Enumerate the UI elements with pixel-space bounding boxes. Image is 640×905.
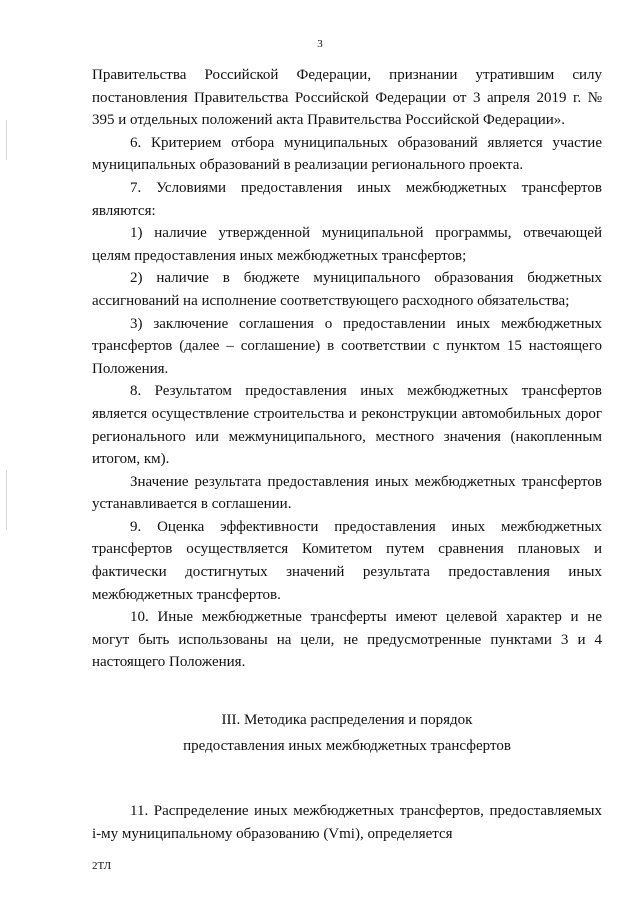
page-number: 3 — [317, 38, 323, 50]
paragraph-subitem-1: 1) наличие утвержденной муниципальной программы, отвечающей целям предоставления иных межбюджетных трансфертов; — [92, 225, 602, 264]
section-heading — [92, 707, 602, 759]
scan-edge-mark — [6, 120, 7, 160]
footer-code: 2ТЛ — [92, 860, 112, 872]
document-body — [92, 64, 602, 845]
paragraph-item-8: 8. Результатом предоставления иных межбюджетных трансфертов является осуществление строительства и реконструкции автомобильных дорог регионального или межмуниципального, местного значения (накопленным итогом, км). — [92, 383, 602, 468]
section-heading-line-1: III. Методика распределения и порядок — [221, 712, 473, 729]
paragraph-item-7: 7. Условиями предоставления иных межбюджетных трансфертов являются: — [92, 179, 602, 219]
paragraph-item-10: 10. Иные межбюджетные трансферты имеют целевой характер и не могут быть использованы на цели, не предусмотренные пунктами 3 и 4 настоящего Положения. — [92, 609, 602, 671]
paragraph-subitem-2: 2) наличие в бюджете муниципального образования бюджетных ассигнований на исполнение соответствующего расходного обязательства; — [92, 270, 602, 309]
paragraph-item-6: 6. Критерием отбора муниципальных образований является участие муниципальных образований в реализации регионального проекта. — [92, 134, 602, 174]
paragraph-subitem-3: 3) заключение соглашения о предоставлении иных межбюджетных трансфертов (далее – соглашение) в соответствии с пунктом 15 настоящего Положения. — [92, 315, 602, 377]
paragraph-continuation: Правительства Российской Федерации, признании утратившим силу постановления Правительства Российской Федерации от 3 апреля 2019 г. № 395 и отдельных положений акта Правительства Российской Федерации». — [92, 67, 602, 129]
paragraph-result-value: Значение результата предоставления иных межбюджетных трансфертов устанавливается в соглашении. — [92, 473, 602, 513]
paragraph-item-11: 11. Распределение иных межбюджетных трансфертов, предоставляемых i-му муниципальному образованию (Vmi), определяется — [92, 803, 602, 842]
section-heading-line-2: предоставления иных межбюджетных трансфертов — [183, 738, 511, 755]
section-spacer — [92, 759, 602, 800]
scan-edge-mark — [6, 470, 7, 530]
paragraph-item-9: 9. Оценка эффективности предоставления иных межбюджетных трансфертов осуществляется Комитетом путем сравнения плановых и фактически достигнутых значений результата предоставления иных межбюджетных трансфертов. — [92, 518, 602, 603]
